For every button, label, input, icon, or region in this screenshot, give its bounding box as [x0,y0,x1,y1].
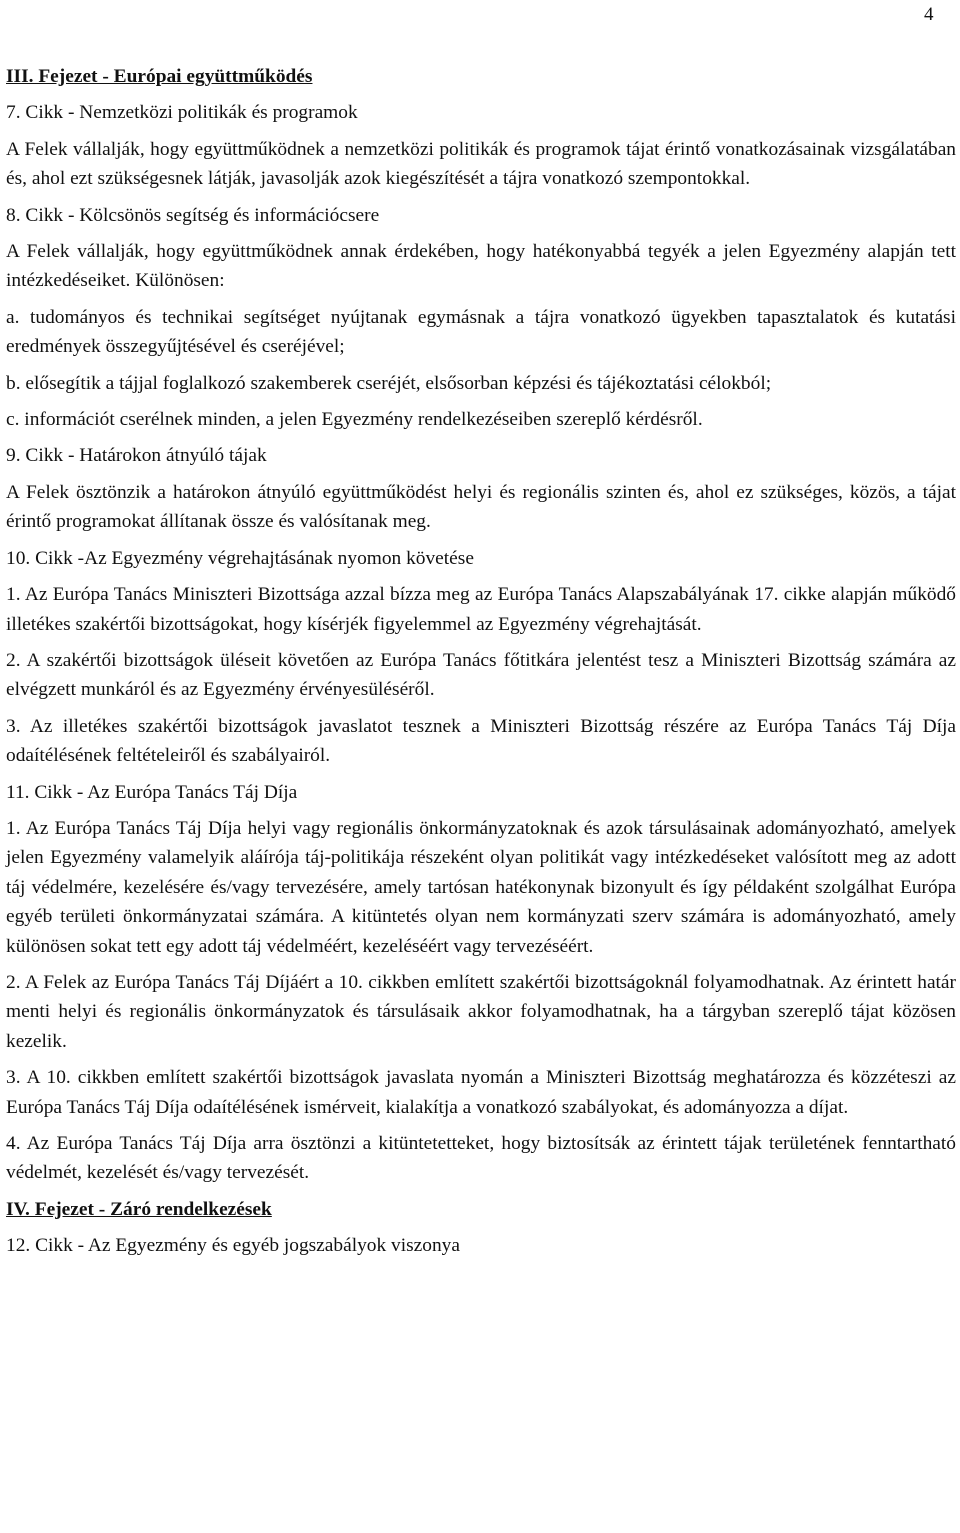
article-10-paragraph-1: 1. Az Európa Tanács Miniszteri Bizottsága azzal bízza meg az Európa Tanács Alapszabályának 17. cikke alapján működő illetékes szakértői bizottságokat, hogy kísérjék figyelemmel az Egyezmény végrehajtását. [6,584,956,635]
article-11-paragraph-2: 2. A Felek az Európa Tanács Táj Díjáért a 10. cikkben említett szakértői bizottságoknál folyamodhatnak. Az érintett határ menti helyi és regionális önkormányzatok és társulásaik akkor folyamodhatnak, ha a tárgyban szereplő tájat közösen kezelik. [6,971,956,1052]
article-11-paragraph-3: 3. A 10. cikkben említett szakértői bizottságok javaslata nyomán a Miniszteri Bizottság meghatározza és közzéteszi az Európa Tanács Táj Díja odaítélésének ismérveit, kialakítja a vonatkozó szabályokat, és adományozza a díjat. [6,1067,956,1118]
article-8-intro-paragraph: A Felek vállalják, hogy együttműködnek annak érdekében, hogy hatékonyabbá tegyék a jelen Egyezmény alapján tett intézkedéseiket. Különösen: [6,241,956,292]
article-12-heading: 12. Cikk - Az Egyezmény és egyéb jogszabályok viszonya [6,1235,460,1257]
document-body [6,62,956,1268]
article-8-heading: 8. Cikk - Kölcsönös segítség és információcsere [6,204,380,226]
article-11-heading: 11. Cikk - Az Európa Tanács Táj Díja [6,781,298,803]
chapter-heading-iii: III. Fejezet - Európai együttműködés [6,66,313,87]
article-8-item-a: a. tudományos és technikai segítséget nyújtanak egymásnak a tájra vonatkozó ügyekben tapasztalatok és kutatási eredmények összegyűjtésével és cseréjével; [6,306,956,358]
article-8-item-b: b. elősegítik a tájjal foglalkozó szakemberek cseréjét, elsősorban képzési és tájékoztatási célokból; [6,372,772,394]
article-10-paragraph-2: 2. A szakértői bizottságok üléseit követően az Európa Tanács főtitkára jelentést tesz a Miniszteri Bizottság számára az elvégzett munkáról és az Egyezmény érvényesüléséről. [6,649,956,701]
chapter-heading-iv: IV. Fejezet - Záró rendelkezések [6,1198,272,1220]
article-9-heading: 9. Cikk - Határokon átnyúló tájak [6,445,267,467]
page-number: 4 [924,4,934,25]
article-10-paragraph-3: 3. Az illetékes szakértői bizottságok javaslatot tesznek a Miniszteri Bizottság részére az Európa Tanács Táj Díja odaítélésének feltételeiről és szabályairól. [6,715,956,767]
article-7-heading: 7. Cikk - Nemzetközi politikák és programok [6,102,358,124]
article-11-paragraph-4: 4. Az Európa Tanács Táj Díja arra ösztönzi a kitüntetetteket, hogy biztosítsák az érintett tájak területének fenntartható védelmét, kezelését és/vagy tervezését. [6,1133,956,1184]
article-10-heading: 10. Cikk -Az Egyezmény végrehajtásának nyomon követése [6,547,474,569]
article-11-paragraph-1: 1. Az Európa Tanács Táj Díja helyi vagy regionális önkormányzatoknak és azok társulásainak adományozható, amelyek jelen Egyezmény valamelyik aláírója táj-politikája részeként olyan politikát vagy intézkedéseket valósított meg az adott táj védelmére, kezelésére és/vagy tervezésére, amely tartósan hatékonynak bizonyult és így példaként szolgálhat Európa egyéb területi önkormányzatai számára. A kitüntetés olyan nem kormányzati szerv számára is adományozható, amely különösen sokat tett egy adott táj védelméért, kezeléséért vagy tervezéséért. [6,817,956,957]
article-7-paragraph: A Felek vállalják, hogy együttműködnek a nemzetközi politikák és programok tájat érintő vonatkozásainak vizsgálatában és, ahol ezt szükségesnek látják, javasolják azok kiegészítését a tájra vonatkozó szempontokkal. [6,138,956,190]
article-9-paragraph: A Felek ösztönzik a határokon átnyúló együttműködést helyi és regionális szinten és, ahol ez szükséges, közös, a tájat érintő programokat állítanak össze és valósítanak meg. [6,481,956,533]
article-8-item-c: c. információt cserélnek minden, a jelen Egyezmény rendelkezéseiben szereplő kérdésről. [6,409,703,431]
